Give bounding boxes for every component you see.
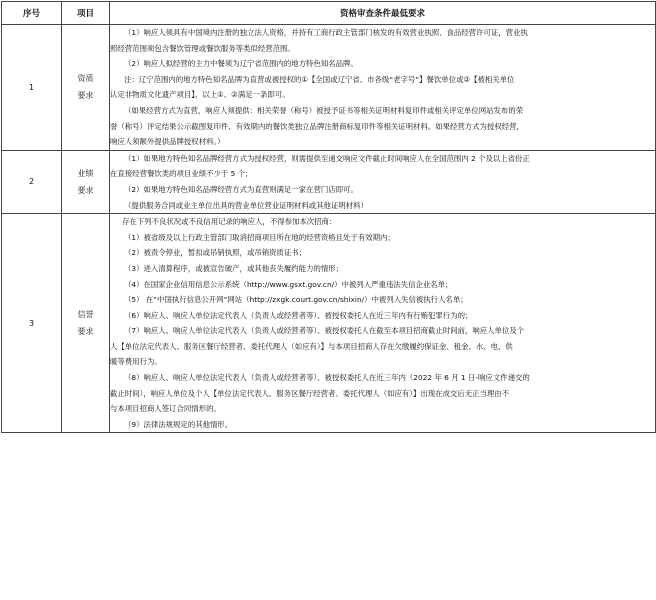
requirement-line: （1）被省级及以上行政主管部门取消招商项目所在地的经营资格且处于有效期内； [124,232,395,242]
requirement-line: （7）响应人、响应人单位法定代表人（负责人或经营者等）、被授权委托人在截至本项目招商截止时间前，响应人单位及个 [124,326,525,336]
requirement-line: 注：辽宁范围内的地方特色知名品牌为直营或被授权的①【全国或辽宁省、市各级“老字号”】餐饮单位或②【被相关单位 [124,74,515,84]
header-item: 项目 [62,2,110,25]
requirement-line: （4）在国家企业信用信息公示系统（http://www.gsxt.gov.cn/）中被列入严重违法失信企业名单； [124,279,453,289]
requirement-line: （1）响应人须具有中国境内注册的独立法人资格，并持有工商行政主管部门核发的有效营业执照、食品经营许可证，营业执 [124,28,528,37]
requirement-line: （2）响应人拟经营的主力中餐须为辽宁省范围内的地方特色知名品牌。 [124,59,358,69]
table-row [2,25,656,151]
requirement-line: 认定非物质文化遗产项目】，以上①、②满足一条即可。 [110,90,290,100]
requirement-line: （3）进入清算程序，或被宣告破产，或其他丧失履约能力的情形； [124,263,344,273]
requirement-line: 照经营范围须包含餐饮管理或餐饮服务等类似经营范围。 [110,43,295,53]
row-item-label: 要求 [77,91,94,101]
table-row [2,214,656,433]
row-item-label: 业绩 [77,168,94,178]
requirement-line: 存在下列不良状况或不良信用记录的响应人，不得参加本次招商： [122,217,337,227]
requirement-line: （2）被责令停业，暂扣或吊销执照，或吊销资质证书； [124,248,307,258]
requirement-line: （8）响应人、响应人单位法定代表人（负责人或经营者等）、被授权委托人在近三年内（2022 年 6 月 1 日-响应文件递交的 [124,373,530,383]
row-item-label: 资质 [77,74,94,84]
requirement-line: 暖等费用行为。 [110,357,162,367]
row-item-label: 信誉 [77,310,94,320]
requirement-line: 截止时间），响应人单位及个人【单位法定代表人、服务区餐厅经营者、委托代理人（如应有）】出现在成交后无正当理由不 [110,388,510,398]
requirement-line: （1）如果地方特色知名品牌经营方式为授权经营，则需提供至递交响应文件截止时间响应人在全国范围内 2 个及以上省份正 [124,153,530,163]
requirement-line: （6）响应人、响应人单位法定代表人（负责人或经营者等）、被授权委托人在近三年内有行贿犯罪行为的； [124,310,473,320]
requirement-cell [110,214,656,433]
requirement-line: 誉（称号）评定结果公示截图复印件、有效期内的餐饮类独立品牌注册商标复印件等相关证明材料。如果经营方式为授权经营， [110,121,524,131]
requirement-line: （9）法律法规规定的其他情形。 [124,419,233,429]
row-item [62,25,110,151]
requirement-line: （2）如果地方特色知名品牌经营方式为直营则满足一家在营门店即可。 [124,184,358,194]
row-item-label: 要求 [77,327,94,337]
requirement-line: （5） 在“中国执行信息公开网”网站（http://zxgk.court.gov.cn/shixin/）中被列入失信被执行人名单； [124,295,468,305]
row-item [62,150,110,213]
row-number: 2 [2,150,62,213]
header-requirements: 资格审查条件最低要求 [110,2,656,25]
requirement-line: （提供服务合同或业主单位出具的营业单位营业证明材料或其他证明材料） [124,200,368,210]
table-body [2,25,656,433]
requirement-line: 与本项目招商人签订合同情形的。 [110,404,221,414]
requirement-cell [110,150,656,213]
requirement-line: 在直接经营餐饮类的项目业绩不少于 5 个； [110,169,253,179]
qualification-table [1,1,656,433]
requirement-line: 响应人须额外提供品牌授权材料。） [110,137,225,147]
header-no: 序号 [2,2,62,25]
row-number: 3 [2,214,62,433]
row-number: 1 [2,25,62,151]
row-item-label: 要求 [77,185,94,195]
table-header-row [2,2,656,25]
requirement-line: （如果经营方式为直营，响应人须提供：相关荣誉（称号）被授予证书等相关证明材料复印件或相关评定单位网站发布的荣 [124,105,524,115]
requirement-cell [110,25,656,151]
row-item [62,214,110,433]
requirement-line: 人【单位法定代表人、服务区餐厅经营者、委托代理人（如应有）】与本项目招商人存在欠缴履约保证金、租金、水、电、供 [110,341,513,351]
table-row [2,150,656,213]
